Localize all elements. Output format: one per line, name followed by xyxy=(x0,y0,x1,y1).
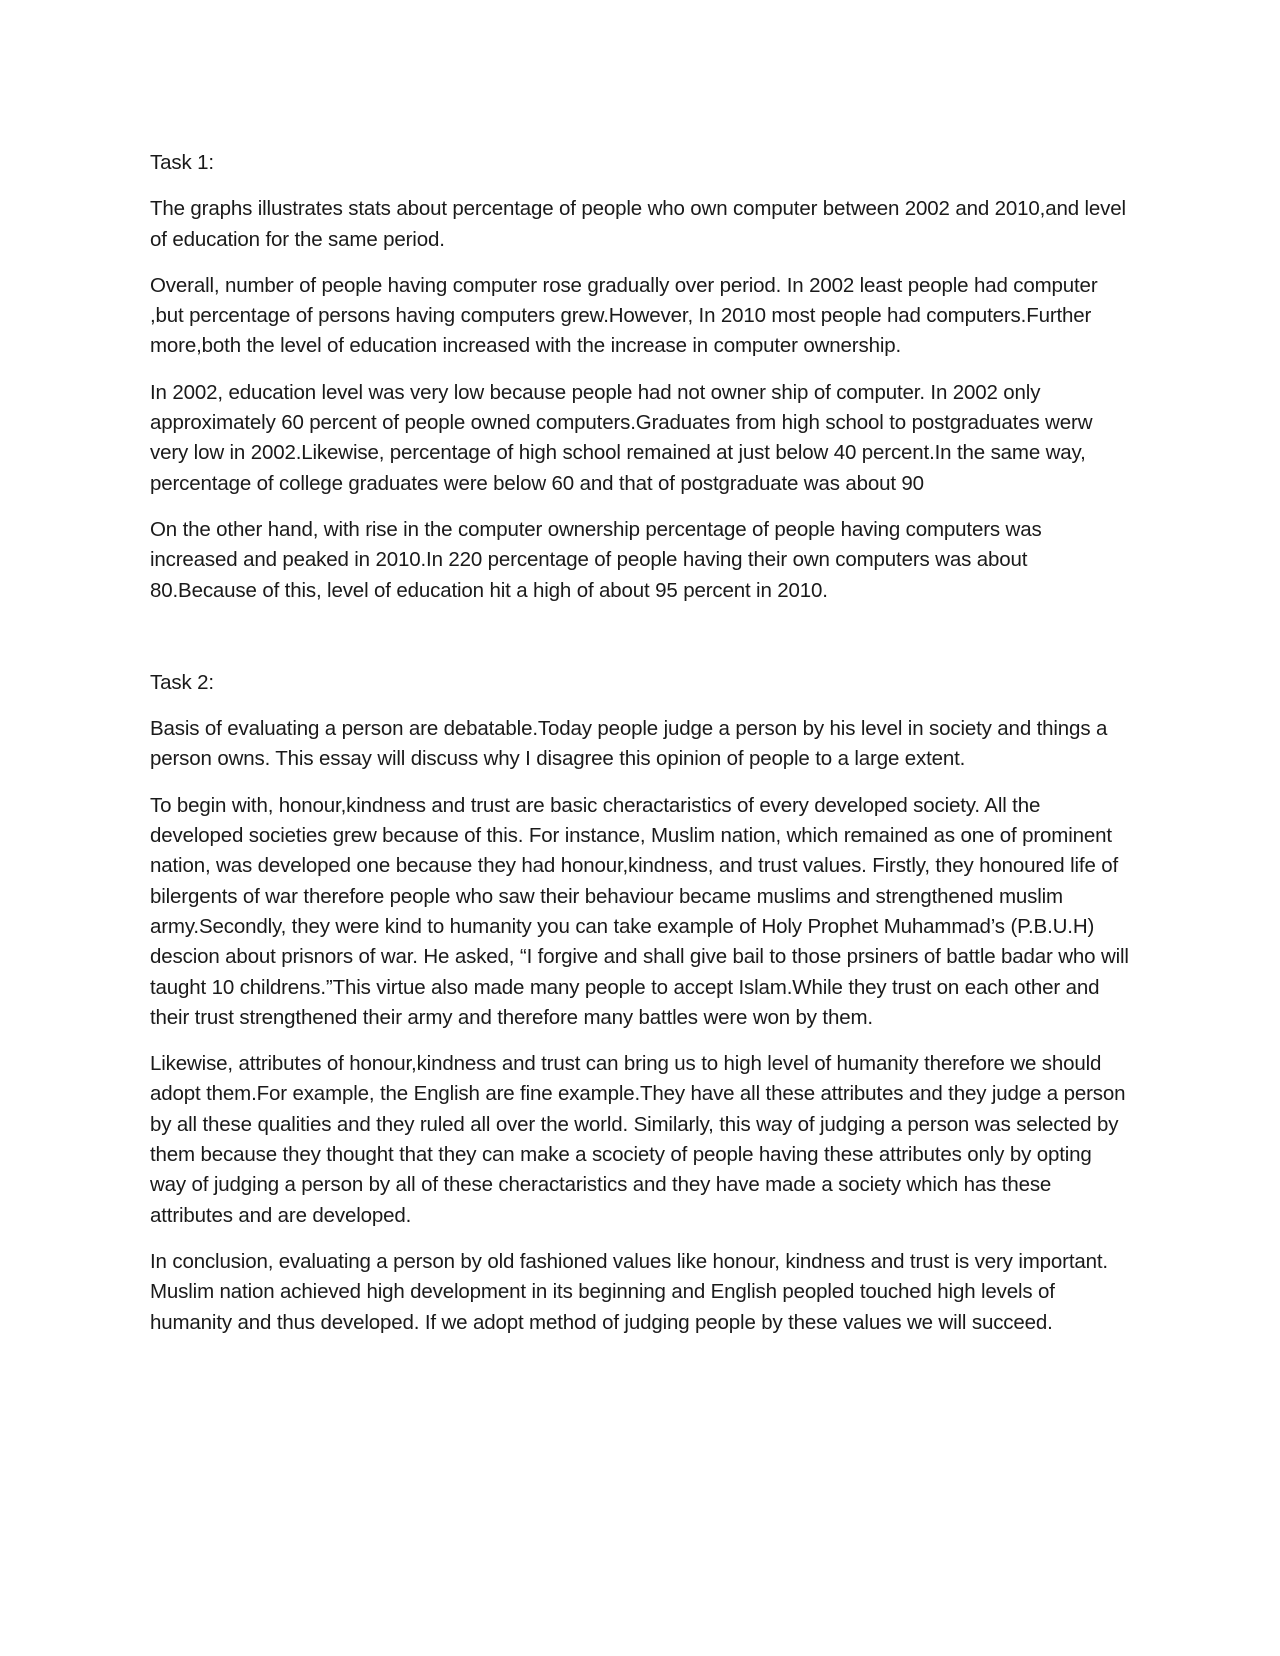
task1-paragraph-4: On the other hand, with rise in the computer ownership percentage of people having computers was increased and peaked in 2010.In 220 percentage of people having their own computers was about 80.Because of this, level of education hit a high of about 95 percent in 2010. xyxy=(150,517,1042,602)
task2-section xyxy=(150,668,1130,1338)
document-body xyxy=(150,148,1130,1354)
task1-section xyxy=(150,148,1130,606)
task2-paragraph-2: To begin with, honour,kindness and trust are basic cheractaristics of every developed society. All the developed societies grew because of this. For instance, Muslim nation, which remained as one of prominent nation, was developed one because they had honour,kindness, and trust values. Firstly, they honoured life of bilergents of war therefore people who saw their behaviour became muslims and strengthened muslim army.Secondly, they were kind to humanity you can take example of Holy Prophet Muhammad’s (P.B.U.H) descion about prisnors of war. He asked, “I forgive and shall give bail to those prsiners of battle badar who will taught 10 childrens.”This virtue also made many people to accept Islam.While they trust on each other and their trust strengthened their army and therefore many battles were won by them. xyxy=(150,793,1129,1029)
task2-paragraph-4: In conclusion, evaluating a person by old fashioned values like honour, kindness and trust is very important. Muslim nation achieved high development in its beginning and English peopled touched high levels of humanity and thus developed. If we adopt method of judging people by these values we will succeed. xyxy=(150,1249,1108,1334)
task1-heading: Task 1: xyxy=(150,151,214,174)
task2-paragraph-3: Likewise, attributes of honour,kindness and trust can bring us to high level of humanity therefore we should adopt them.For example, the English are fine example.They have all these attributes and they judge a person by all these qualities and they ruled all over the world. Similarly, this way of judging a person was selected by them because they thought that they can make a scociety of people having these attributes only by opting way of judging a person by all of these cheractaristics and they have made a society which has these attributes and are developed. xyxy=(150,1052,1126,1227)
task2-paragraph-1: Basis of evaluating a person are debatable.Today people judge a person by his level in society and things a person owns. This essay will discuss why I disagree this opinion of people to a large extent. xyxy=(150,717,1108,771)
task1-paragraph-1: The graphs illustrates stats about percentage of people who own computer between 2002 and 2010,and level of education for the same period. xyxy=(150,197,1126,251)
task1-paragraph-2: Overall, number of people having computer rose gradually over period. In 2002 least people had computer ,but percentage of persons having computers grew.However, In 2010 most people had computers.Further more,both the level of education increased with the increase in computer ownership. xyxy=(150,273,1098,358)
task1-paragraph-3: In 2002, education level was very low because people had not owner ship of computer. In 2002 only approximately 60 percent of people owned computers.Graduates from high school to postgraduates werw very low in 2002.Likewise, percentage of high school remained at just below 40 percent.In the same way, percentage of college graduates were below 60 and that of postgraduate was about 90 xyxy=(150,380,1093,495)
task2-heading: Task 2: xyxy=(150,670,214,694)
